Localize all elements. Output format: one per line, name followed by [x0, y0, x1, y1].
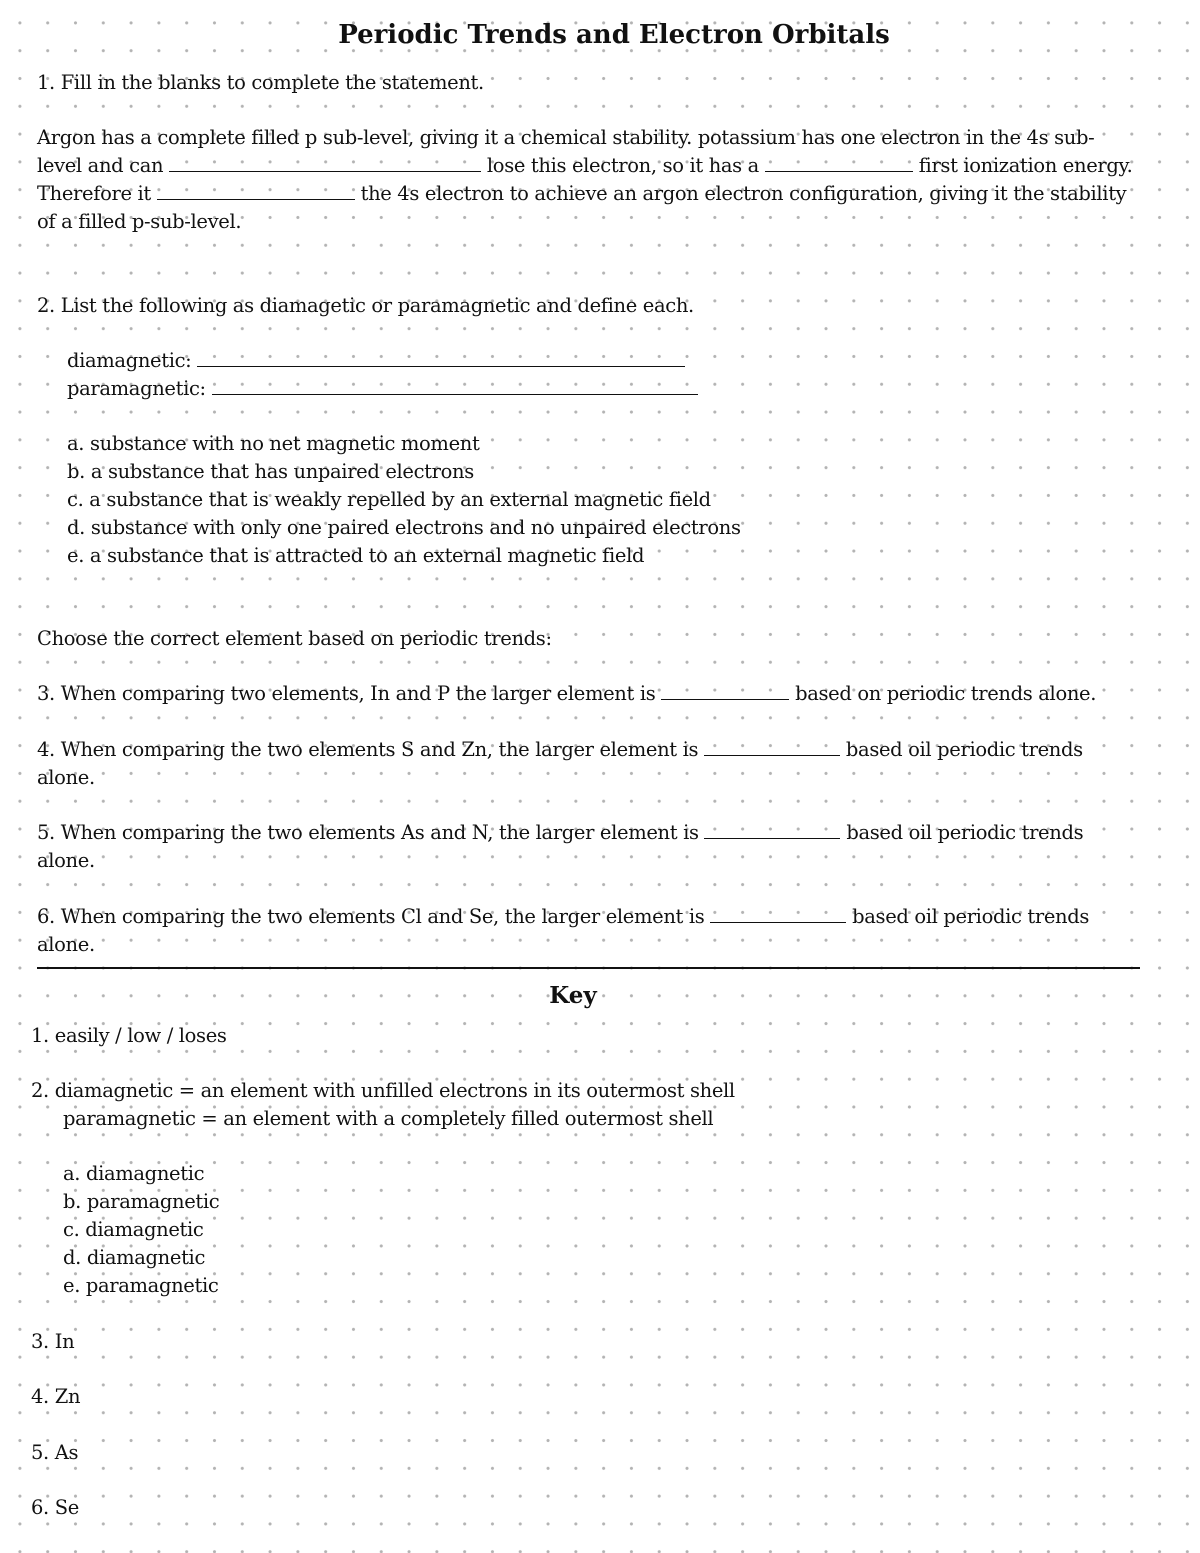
q1-blank-2[interactable]: [765, 153, 913, 172]
divider-line: [37, 967, 1140, 969]
key-answer-6: 6. Se: [31, 1496, 79, 1519]
q6-blank[interactable]: [710, 904, 846, 923]
q2-option: c. a substance that is weakly repelled by an external magnetic field: [67, 488, 711, 511]
q2-option: d. substance with only one paired electrons and no unpaired electrons: [67, 516, 741, 539]
q2-option: e. a substance that is attracted to an external magnetic field: [67, 544, 645, 567]
q5-blank[interactable]: [704, 820, 840, 839]
q1-blank-1[interactable]: [169, 153, 481, 172]
q3-text: 3. When comparing two elements, In and P the larger element is: [37, 682, 656, 705]
q4-text: based oil periodic trends: [845, 738, 1083, 761]
diamagnetic-blank[interactable]: [197, 348, 685, 367]
q1-text-line2: [37, 153, 1132, 179]
q5-text: 5. When comparing the two elements As and N, the larger element is: [37, 821, 699, 844]
q1-text-segment: Therefore it: [37, 182, 151, 205]
paramagnetic-label: paramagnetic:: [67, 377, 206, 400]
key-answer-2-line1: 2. diamagnetic = an element with unfilled electrons in its outermost shell: [31, 1079, 735, 1102]
diamagnetic-label: diamagnetic:: [67, 349, 192, 372]
q1-text-segment: the 4s electron to achieve an argon electron configuration, giving it the stability: [360, 182, 1127, 205]
q1-text-line1: Argon has a complete filled p sub-level, giving it a chemical stability. potassium has one electron in the 4s sub-: [37, 126, 1095, 149]
key-answer-2-item: b. paramagnetic: [63, 1190, 220, 1213]
q4-text: 4. When comparing the two elements S and Zn, the larger element is: [37, 738, 699, 761]
q5-text: based oil periodic trends: [846, 821, 1084, 844]
q1-heading: 1. Fill in the blanks to complete the statement.: [37, 71, 484, 94]
q3-line: [37, 681, 1096, 707]
q6-line-end: alone.: [37, 933, 95, 956]
key-answer-2-line2: paramagnetic = an element with a completely filled outermost shell: [63, 1107, 714, 1130]
q1-text-line4: of a filled p-sub-level.: [37, 210, 242, 233]
key-answer-4: 4. Zn: [31, 1385, 81, 1408]
q1-text-segment: first ionization energy.: [918, 154, 1133, 177]
q2-paramagnetic-row: [67, 376, 698, 402]
q1-blank-3[interactable]: [157, 181, 355, 200]
key-answer-2-item: d. diamagnetic: [63, 1246, 206, 1269]
q1-text-segment: lose this electron, so it has a: [486, 154, 759, 177]
key-answer-2-item: e. paramagnetic: [63, 1274, 219, 1297]
q3-blank[interactable]: [661, 681, 789, 700]
q6-line: [37, 904, 1089, 930]
choose-heading: Choose the correct element based on periodic trends:: [37, 627, 552, 650]
q2-option: b. a substance that has unpaired electrons: [67, 460, 474, 483]
q6-text: 6. When comparing the two elements Cl and Se, the larger element is: [37, 905, 705, 928]
q1-text-line3: [37, 181, 1126, 207]
q5-line-end: alone.: [37, 849, 95, 872]
q3-text: based on periodic trends alone.: [795, 682, 1097, 705]
q2-heading: 2. List the following as diamagetic or paramagnetic and define each.: [37, 294, 694, 317]
q4-line-end: alone.: [37, 766, 95, 789]
paramagnetic-blank[interactable]: [212, 376, 698, 395]
key-answer-3: 3. In: [31, 1330, 75, 1353]
q4-line: [37, 737, 1083, 763]
q2-option: a. substance with no net magnetic moment: [67, 432, 480, 455]
q4-blank[interactable]: [704, 737, 840, 756]
page-title: Periodic Trends and Electron Orbitals: [338, 20, 890, 50]
q1-text-segment: level and can: [37, 154, 164, 177]
key-answer-2-item: a. diamagnetic: [63, 1162, 205, 1185]
key-answer-1: 1. easily / low / loses: [31, 1024, 227, 1047]
q6-text: based oil periodic trends: [852, 905, 1090, 928]
key-answer-5: 5. As: [31, 1441, 79, 1464]
q5-line: [37, 820, 1083, 846]
q2-diamagnetic-row: [67, 348, 685, 374]
key-title: Key: [549, 982, 597, 1009]
key-answer-2-item: c. diamagnetic: [63, 1218, 204, 1241]
